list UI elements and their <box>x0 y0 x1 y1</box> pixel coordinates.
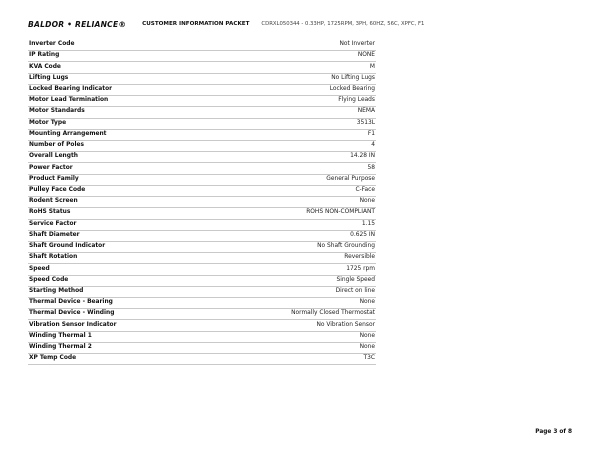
spec-row <box>28 163 376 174</box>
spec-value: Normally Closed Thermostat <box>206 309 376 320</box>
spec-row <box>28 197 376 208</box>
spec-label: Overall Length <box>28 152 206 163</box>
spec-row <box>28 174 376 185</box>
spec-label: Pulley Face Code <box>28 185 206 196</box>
spec-row <box>28 40 376 51</box>
spec-row <box>28 73 376 84</box>
spec-row <box>28 253 376 264</box>
spec-table-body <box>28 40 376 365</box>
spec-value: 1725 rpm <box>206 264 376 275</box>
spec-label: Winding Thermal 1 <box>28 331 206 342</box>
spec-value: None <box>206 342 376 353</box>
spec-label: Shaft Diameter <box>28 230 206 241</box>
spec-row <box>28 275 376 286</box>
spec-row <box>28 140 376 151</box>
spec-row <box>28 185 376 196</box>
spec-label: Mounting Arrangement <box>28 129 206 140</box>
spec-value: No Shaft Grounding <box>206 241 376 252</box>
spec-label: IP Rating <box>28 51 206 62</box>
spec-value: 58 <box>206 163 376 174</box>
spec-row <box>28 219 376 230</box>
page-number: Page 3 of 8 <box>535 429 572 435</box>
spec-value: M <box>206 62 376 73</box>
spec-label: Locked Bearing Indicator <box>28 84 206 95</box>
spec-value: F1 <box>206 129 376 140</box>
spec-label: Number of Poles <box>28 140 206 151</box>
spec-value: ROHS NON-COMPLIANT <box>206 208 376 219</box>
spec-table <box>28 40 376 365</box>
spec-value: None <box>206 197 376 208</box>
spec-value: 0.625 IN <box>206 230 376 241</box>
spec-row <box>28 107 376 118</box>
spec-label: Power Factor <box>28 163 206 174</box>
spec-value: General Purpose <box>206 174 376 185</box>
spec-label: Speed <box>28 264 206 275</box>
spec-value: None <box>206 298 376 309</box>
spec-value: NONE <box>206 51 376 62</box>
spec-value: No Vibration Sensor <box>206 320 376 331</box>
spec-row <box>28 309 376 320</box>
spec-row <box>28 96 376 107</box>
spec-row <box>28 286 376 297</box>
spec-row <box>28 152 376 163</box>
spec-label: Product Family <box>28 174 206 185</box>
spec-label: Vibration Sensor Indicator <box>28 320 206 331</box>
spec-label: Service Factor <box>28 219 206 230</box>
spec-label: Shaft Rotation <box>28 253 206 264</box>
spec-value: T3C <box>206 354 376 365</box>
spec-value: C-Face <box>206 185 376 196</box>
spec-row <box>28 208 376 219</box>
spec-label: Shaft Ground Indicator <box>28 241 206 252</box>
spec-label: RoHS Status <box>28 208 206 219</box>
spec-value: Direct on line <box>206 286 376 297</box>
spec-value: No Lifting Lugs <box>206 73 376 84</box>
spec-row <box>28 129 376 140</box>
packet-title: CUSTOMER INFORMATION PACKET <box>142 21 250 27</box>
spec-label: Rodent Screen <box>28 197 206 208</box>
spec-row <box>28 354 376 365</box>
spec-label: Starting Method <box>28 286 206 297</box>
spec-value: Flying Leads <box>206 96 376 107</box>
spec-value: None <box>206 331 376 342</box>
spec-row <box>28 298 376 309</box>
spec-value: Single Speed <box>206 275 376 286</box>
spec-row <box>28 118 376 129</box>
spec-value: Not Inverter <box>206 40 376 51</box>
page-header <box>28 18 424 30</box>
spec-label: Motor Type <box>28 118 206 129</box>
spec-label: Thermal Device - Winding <box>28 309 206 320</box>
spec-label: Inverter Code <box>28 40 206 51</box>
spec-value: Reversible <box>206 253 376 264</box>
spec-label: Motor Lead Termination <box>28 96 206 107</box>
spec-row <box>28 264 376 275</box>
spec-row <box>28 342 376 353</box>
spec-row <box>28 331 376 342</box>
spec-row <box>28 84 376 95</box>
brand-logo: BALDOR • RELIANCE® <box>28 19 127 29</box>
spec-label: Lifting Lugs <box>28 73 206 84</box>
spec-value: 4 <box>206 140 376 151</box>
spec-value: NEMA <box>206 107 376 118</box>
spec-label: Winding Thermal 2 <box>28 342 206 353</box>
spec-label: XP Temp Code <box>28 354 206 365</box>
spec-row <box>28 230 376 241</box>
spec-label: Thermal Device - Bearing <box>28 298 206 309</box>
spec-row <box>28 51 376 62</box>
spec-value: 14.28 IN <box>206 152 376 163</box>
spec-label: KVA Code <box>28 62 206 73</box>
spec-value: Locked Bearing <box>206 84 376 95</box>
spec-row <box>28 62 376 73</box>
product-description: CDRXL050344 - 0.33HP, 1725RPM, 3PH, 60HZ, 56C, XPFC, F1 <box>261 21 425 27</box>
spec-value: 1.15 <box>206 219 376 230</box>
spec-label: Motor Standards <box>28 107 206 118</box>
spec-value: 3513L <box>206 118 376 129</box>
spec-label: Speed Code <box>28 275 206 286</box>
spec-row <box>28 320 376 331</box>
spec-row <box>28 241 376 252</box>
